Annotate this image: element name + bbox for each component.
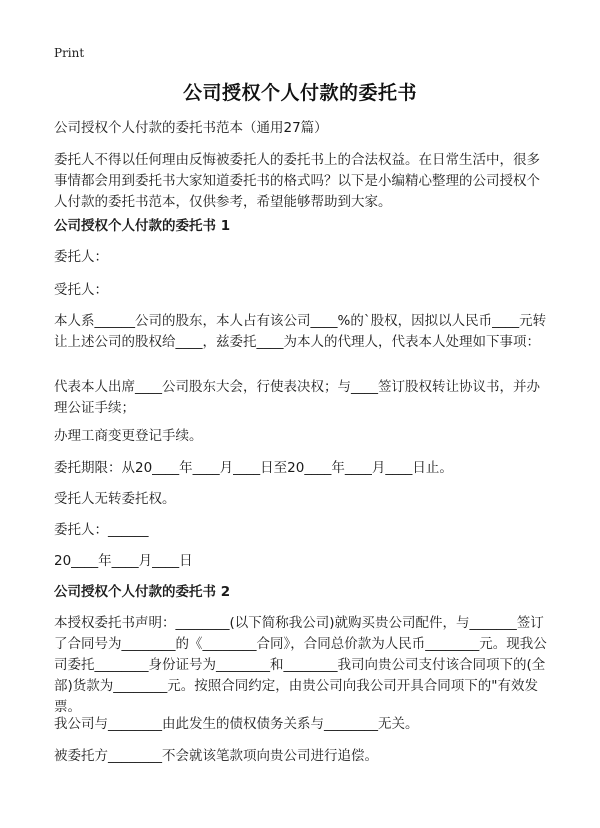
agent-line: 受托人： (54, 282, 108, 298)
date-line: 20____年____月____日 (54, 553, 193, 569)
relationship-paragraph: 我公司与________由此发生的债权债务关系与________无关。 (54, 716, 419, 732)
recourse-paragraph: 被委托方________不会就该笔款项向贵公司进行追偿。 (54, 748, 378, 764)
section1-heading: 公司授权个人付款的委托书 1 (54, 218, 231, 234)
document-subtitle: 公司授权个人付款的委托书范本（通用27篇） (54, 120, 328, 136)
equity-paragraph: 本人系______公司的股东，本人占有该公司____%的`股权，因拟以人民币____元转让上述公司的股权给____，兹委托____为本人的代理人，代表本人处理如下事项： (54, 313, 547, 350)
statement-paragraph: 本授权委托书声明：________(以下简称我公司)就购买贵公司配件，与_______签订了合同号为________的《________合同》，合同总价款为人民币________元。现我公司委托________身份证号为________和________我司向贵公司支付该合同项下的(全部)货款为________元。按照合同约定，由贵公司向我公司开具合同项下的"有效发票。 (54, 615, 547, 715)
print-label[interactable]: Print (54, 46, 85, 60)
signature-line: 委托人：______ (54, 522, 149, 538)
meeting-paragraph: 代表本人出席____公司股东大会，行使表决权；与____签订股权转让协议书，并办理公证手续； (54, 379, 540, 416)
section2-heading: 公司授权个人付款的委托书 2 (54, 584, 231, 600)
principal-line: 委托人： (54, 249, 108, 265)
document-title: 公司授权个人付款的委托书 (182, 82, 417, 104)
registration-paragraph: 办理工商变更登记手续。 (54, 428, 203, 444)
period-line: 委托期限：从20____年____月____日至20____年____月____日止。 (54, 460, 453, 476)
intro-paragraph: 委托人不得以任何理由反悔被委托人的委托书上的合法权益。在日常生活中，很多事情都会用到委托书大家知道委托书的格式吗？以下是小编精心整理的公司授权个人付款的委托书范本，仅供参考，希望能够帮助到大家。 (54, 152, 540, 210)
no-transfer-line: 受托人无转委托权。 (54, 491, 176, 507)
